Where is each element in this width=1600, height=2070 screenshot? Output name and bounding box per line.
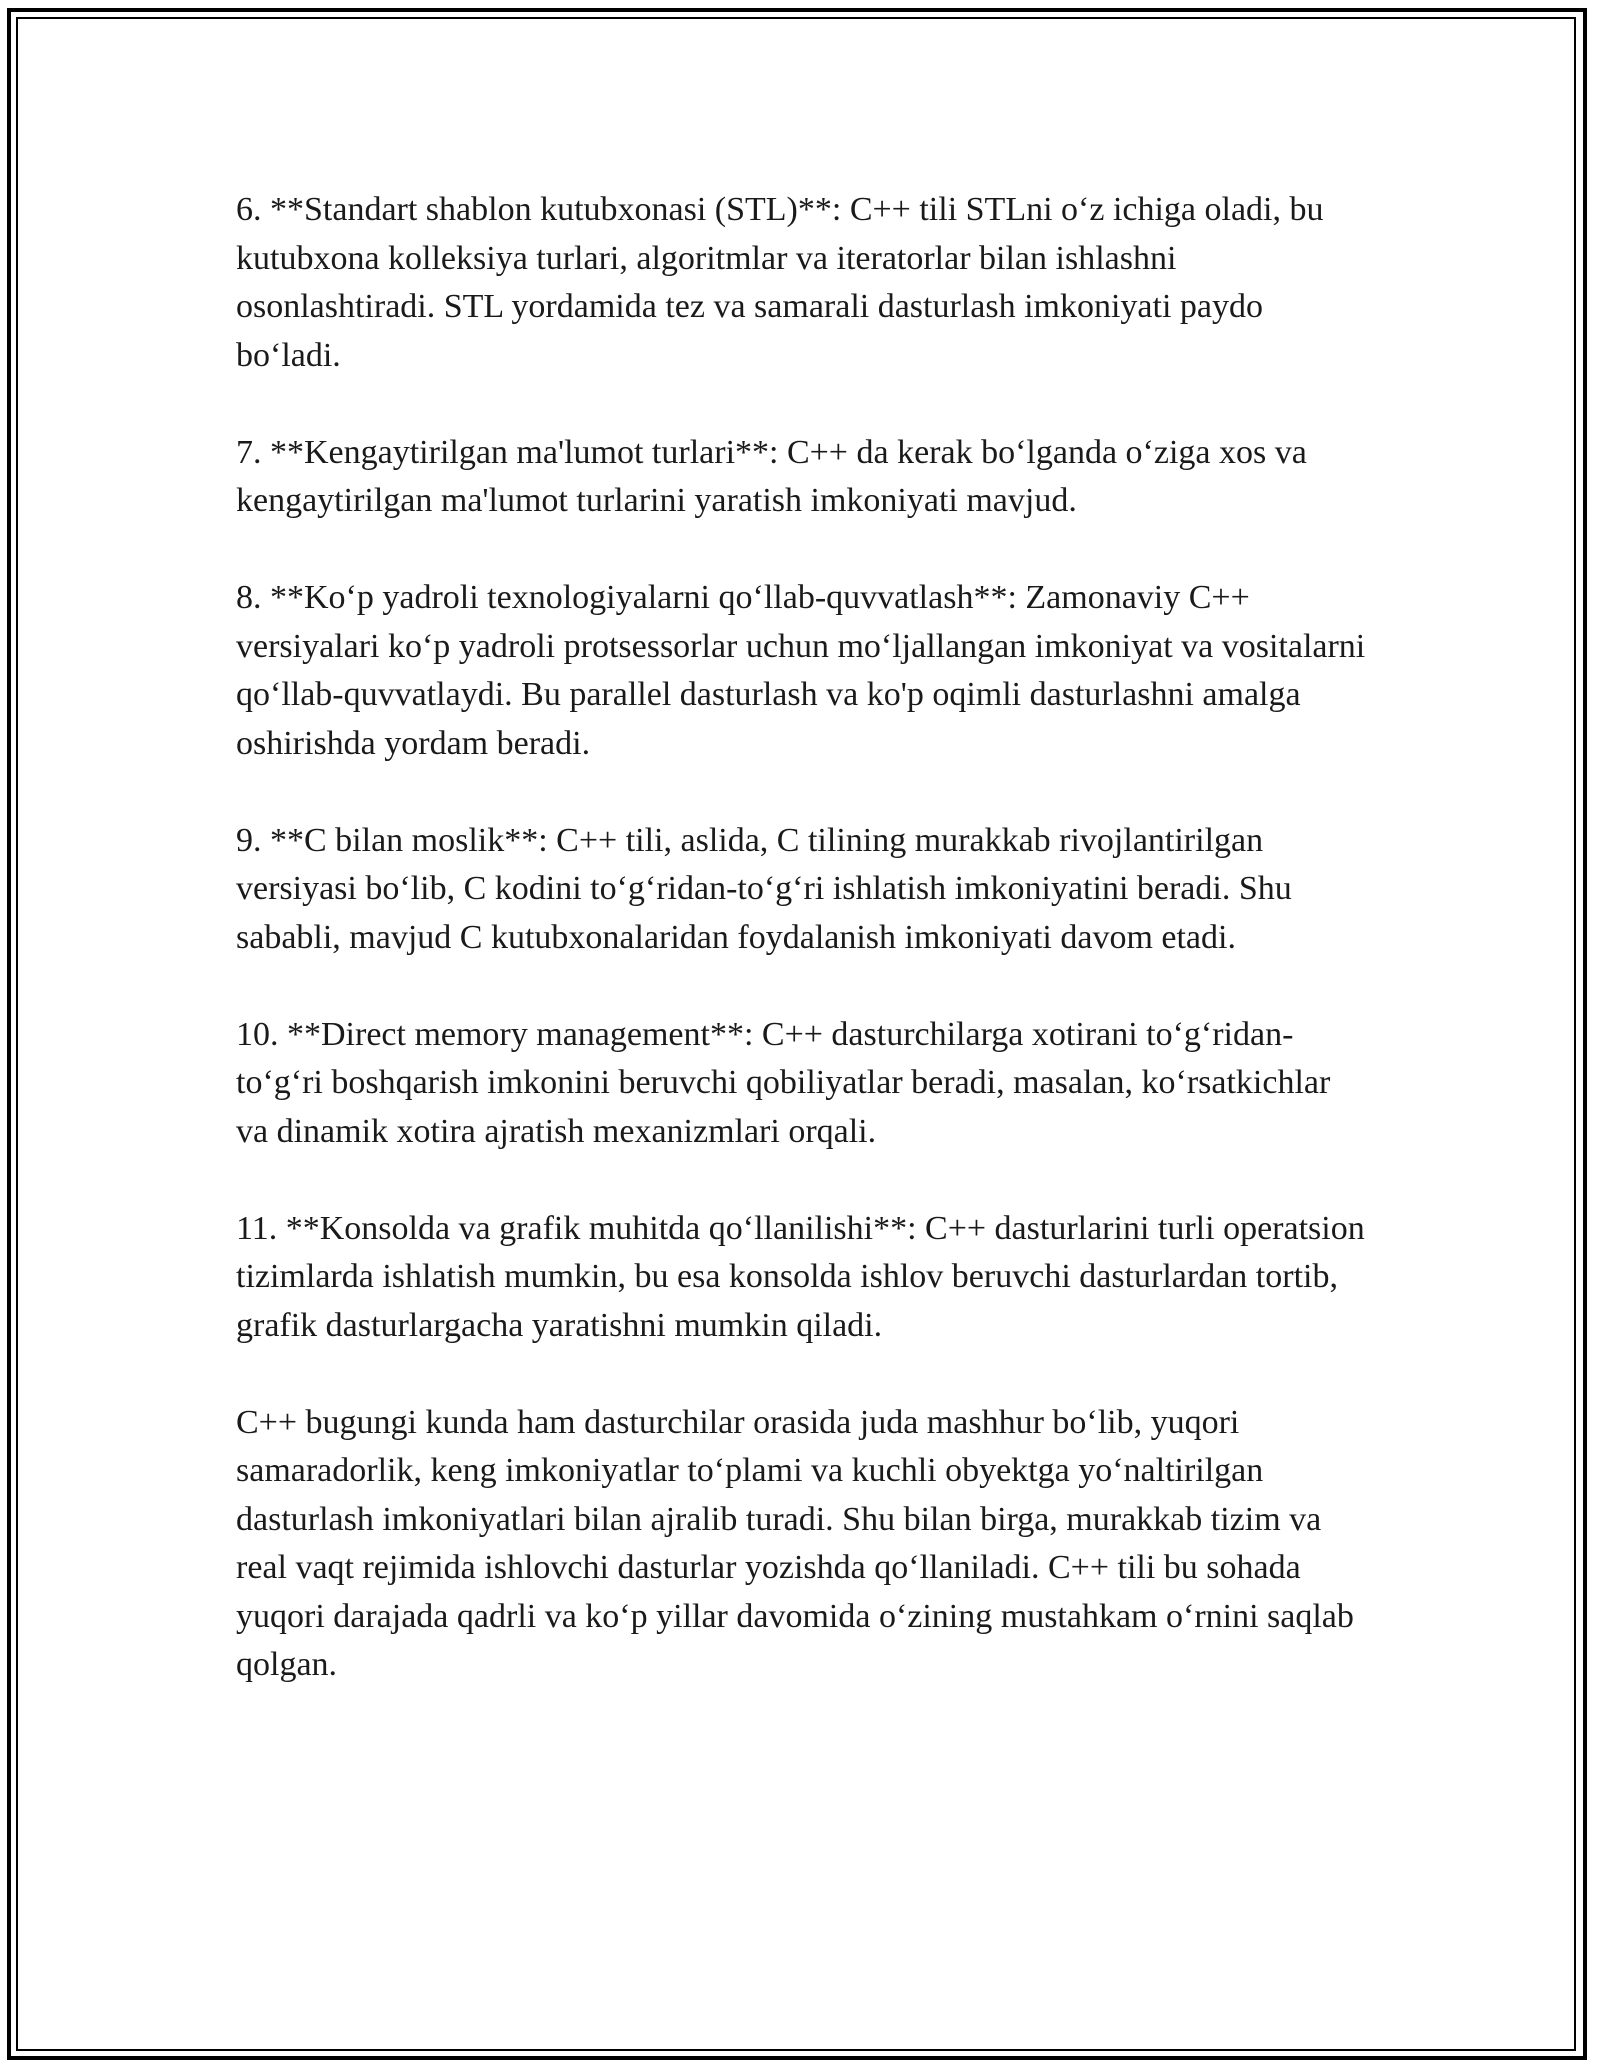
paragraph-direct-memory-management: 10. **Direct memory management**: C++ dasturchilarga xotirani to‘g‘ridan-to‘g‘ri boshqarish imkonini beruvchi qobiliyatlar beradi, masalan, ko‘rsatkichlar va dinamik xotira ajratish mexanizmlari orqali. — [236, 1015, 1331, 1150]
paragraph-extended-data-types: 7. **Kengaytirilgan ma'lumot turlari**: C++ da kerak bo‘lganda o‘ziga xos va kengaytirilgan ma'lumot turlarini yaratish imkoniyati mavjud. — [236, 433, 1307, 519]
paragraph-stl: 6. **Standart shablon kutubxonasi (STL)**: C++ tili STLni o‘z ichiga oladi, bu kutubxona kolleksiya turlari, algoritmlar va iteratorlar bilan ishlashni osonlashtiradi. STL yordamida tez va samarali dasturlash imkoniyati paydo bo‘ladi. — [236, 191, 1324, 374]
paragraph-multicore-support: 8. **Ko‘p yadroli texnologiyalarni qo‘llab-quvvatlash**: Zamonaviy C++ versiyalari ko‘p yadroli protsessorlar uchun mo‘ljallangan imkoniyat va vositalarni qo‘llab-quvvatlaydi. Bu parallel dasturlash va ko'p oqimli dasturlashni amalga oshirishda yordam beradi. — [236, 579, 1366, 762]
document-body — [236, 186, 1366, 1690]
paragraph-c-compatibility: 9. **C bilan moslik**: C++ tili, aslida, C tilining murakkab rivojlantirilgan versiyasi bo‘lib, C kodini to‘g‘ridan-to‘g‘ri ishlatish imkoniyatini beradi. Shu sababli, mavjud C kutubxonalaridan foydalanish imkoniyati davom etadi. — [236, 821, 1292, 956]
paragraph-conclusion: C++ bugungi kunda ham dasturchilar orasida juda mashhur bo‘lib, yuqori samaradorlik, keng imkoniyatlar to‘plami va kuchli obyektga yo‘naltirilgan dasturlash imkoniyatlari bilan ajralib turadi. Shu bilan birga, murakkab tizim va real vaqt rejimida ishlovchi dasturlar yozishda qo‘llaniladi. C++ tili bu sohada yuqori darajada qadrli va ko‘p yillar davomida o‘zining mustahkam o‘rnini saqlab qolgan. — [236, 1403, 1354, 1683]
paragraph-console-and-graphics: 11. **Konsolda va grafik muhitda qo‘llanilishi**: C++ dasturlarini turli operatsion tizimlarda ishlatish mumkin, bu esa konsolda ishlov beruvchi dasturlardan tortib, grafik dasturlargacha yaratishni mumkin qiladi. — [236, 1209, 1365, 1344]
